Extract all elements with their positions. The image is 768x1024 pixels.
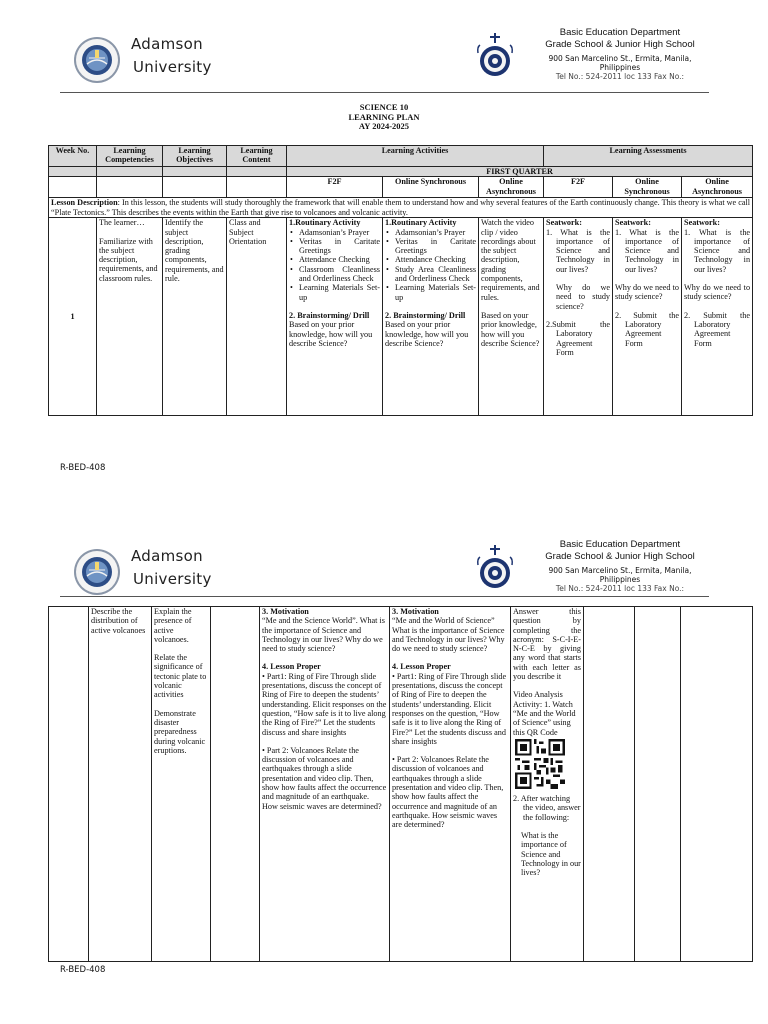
university-name-line1: Adamson: [131, 547, 203, 565]
sync-motivation-text: “Me and the World of Science” What is the importance of Science and Technology in our lives? Why do we need to study science?: [392, 616, 505, 654]
objectives-cell: [152, 607, 211, 962]
f2f-activity-cell: [287, 218, 383, 416]
dept-line2: Grade School & Junior High School: [545, 39, 695, 50]
f2f-brainstorm-text: Based on your prior knowledge, how will you describe Science?: [289, 320, 373, 348]
title-line3: AY 2024-2025: [358, 121, 410, 131]
dept-line2: Grade School & Junior High School: [545, 551, 695, 562]
address-line2: Philippines: [599, 63, 641, 72]
content-cell: [211, 607, 260, 962]
header-activities: Learning Activities: [287, 146, 544, 167]
async-activity-text2: Based on your prior knowledge, how will you describe Science?: [481, 310, 540, 348]
sync-routinary-list: [385, 228, 476, 302]
assess-f2f-cell: [584, 607, 635, 962]
university-name: [131, 33, 212, 79]
week-number: 1: [49, 218, 97, 416]
list-item: • Study Area Cleanliness and Orderliness Check: [385, 265, 476, 284]
header-rule: [60, 92, 709, 93]
lesson-description-text: : In this lesson, the students will study thoroughly the framework that will enable them to understand how and why several features of the Earth continuously change. This theory is what we call “Plate Tectonics.” This describes the events within the Earth that give rise to volcanoes and volcanic activity.: [51, 198, 751, 217]
assess-f2f-q1b: Why do we need to study science?: [556, 283, 611, 311]
assess-sync-q2: 2. Submit the Laboratory Agreement Form: [615, 310, 680, 348]
footer-code: R-BED-408: [60, 965, 106, 975]
assess-sync-cell: [635, 607, 681, 962]
async-activity-text1: Watch the video clip / video recordings about the subject description, grading components, requirements, and rules.: [481, 218, 540, 302]
dept-line1: Basic Education Department: [559, 27, 681, 38]
department-block: [520, 27, 720, 81]
department-block: [520, 539, 720, 593]
sub-assess-sync: Online Synchronous: [613, 177, 682, 198]
f2f-lesson-title: 4. Lesson Proper: [262, 662, 321, 672]
tel-line: Tel No.: 524-2011 loc 133 Fax No.:: [555, 584, 685, 593]
assess-async-title: Seatwork:: [684, 218, 720, 228]
qr-code-icon: [515, 739, 565, 789]
objectives-cell: Identify the subject description, grading components, requirements, and rule.: [163, 218, 227, 416]
assess-async-cell: [682, 218, 753, 416]
f2f-part2: • Part 2: Volcanoes Relate the discussion of volcanoes and earthquakes through a slide presentation and video clip. Then, show how faults affect the occurrence and magnitude of an earthquake. How seismic waves are determined?: [262, 745, 387, 811]
assess-async-q1: 1. What is the importance of Science and Technology in our lives?: [684, 227, 751, 274]
header-rule: [60, 596, 709, 597]
assess-async-q2: 2. Submit the Laboratory Agreement Form: [684, 310, 751, 348]
assess-f2f-q2: 2.Submit the Laboratory Agreement Form: [546, 319, 611, 357]
list-item: • Learning Materials Set-up: [289, 283, 380, 302]
title-line1: SCIENCE 10: [359, 102, 409, 112]
lesson-description: [49, 198, 753, 218]
async-text1: Answer this question by completing the acronym: S-C-I-E-N-C-E by giving any word that starts with each letter as you describe it: [513, 607, 581, 682]
f2f-motivation-text: “Me and the Science World”. What is the importance of Science and Technology in our lives? Why do we need to study science?: [262, 616, 385, 654]
university-name-line2: University: [133, 58, 212, 76]
sub-f2f: F2F: [287, 177, 383, 198]
sync-activity-cell: [383, 218, 479, 416]
list-item: • Learning Materials Set-up: [385, 283, 476, 302]
async-text4: What is the importance of Science and Technology in our lives?: [521, 831, 581, 878]
sync-part2: • Part 2: Volcanoes Relate the discussion of volcanoes and earthquakes through a slide presentation and video clip. Then, show how faults affect the occurrence and magnitude of an earthquake. How seismic waves are determined?: [392, 755, 504, 830]
lesson-description-label: Lesson Description: [51, 198, 118, 208]
f2f-part1: • Part1: Ring of Fire Through slide presentations, discuss the concept of Ring of Fire to deepen the students’ understanding. Elicit responses on the question, “How safe is it to live along the Ring of Fire?” Let the students discuss and share insights: [262, 671, 387, 737]
list-item: • Attendance Checking: [385, 255, 476, 264]
document-page-2: [0, 512, 768, 1024]
quarter-label: FIRST QUARTER: [287, 167, 753, 177]
list-item: • Veritas in Caritate Greetings: [289, 237, 380, 256]
crest-logo: [474, 543, 516, 591]
crest-logo: [474, 31, 516, 79]
objective-1: Explain the presence of active volcanoes.: [154, 607, 192, 644]
list-item: • Attendance Checking: [289, 255, 380, 264]
sync-brainstorm-text: Based on your prior knowledge, how will you describe Science?: [385, 320, 469, 348]
document-title: [0, 103, 768, 132]
university-name-line1: Adamson: [131, 35, 203, 53]
async-text2: Video Analysis Activity: 1. Watch “Me and the World of Science” using this QR Code: [513, 690, 576, 737]
assess-async-cell: [681, 607, 753, 962]
async-activity-cell: [511, 607, 584, 962]
sub-assess-async: Online Asynchronous: [682, 177, 753, 198]
table-row: [49, 607, 753, 962]
header-content: Learning Content: [227, 146, 287, 167]
sub-sync: Online Synchronous: [383, 177, 479, 198]
sub-async: Online Asynchronous: [479, 177, 544, 198]
header-week: Week No.: [49, 146, 97, 167]
learning-plan-table: [48, 145, 753, 416]
f2f-activity-cell: [260, 607, 390, 962]
address-line1: 900 San Marcelino St., Ermita, Manila,: [548, 54, 692, 63]
adamson-seal-logo: [73, 36, 121, 84]
async-activity-cell: [479, 218, 544, 416]
list-item: • Adamsonian’s Prayer: [385, 228, 476, 237]
assess-sync-q1: 1. What is the importance of Science and Technology in our lives?: [615, 227, 680, 274]
sync-activity-cell: [390, 607, 511, 962]
sync-part1: • Part1: Ring of Fire Through slide presentations, discuss the concept of Ring of Fire to deepen the students’ understanding. Elicit responses on the question, “How safe is it to live along the Ring of Fire?” Let the students discuss and share insights: [392, 671, 507, 746]
list-item: • Adamsonian’s Prayer: [289, 228, 380, 237]
university-name: [131, 545, 212, 591]
competency-line1: The learner…: [99, 218, 145, 228]
async-text3: 2. After watching the video, answer the following:: [513, 794, 581, 822]
adamson-seal-logo: [73, 548, 121, 596]
assess-f2f-cell: [544, 218, 613, 416]
sync-brainstorm-title: 2. Brainstorming/ Drill: [385, 310, 466, 320]
dept-line1: Basic Education Department: [559, 539, 681, 550]
learning-plan-table-continued: [48, 606, 753, 962]
list-item: • Classroom Cleanliness and Orderliness Check: [289, 265, 380, 284]
title-line2: LEARNING PLAN: [348, 111, 420, 122]
competency-line2: Familiarize with the subject description, requirements, and classroom rules.: [99, 236, 158, 283]
university-name-line2: University: [133, 570, 212, 588]
assess-sync-q1b: Why do we need to study science?: [615, 283, 680, 302]
f2f-routinary-list: [289, 228, 380, 302]
sub-assess-f2f: F2F: [544, 177, 613, 198]
assess-sync-title: Seatwork:: [615, 218, 651, 228]
objective-3: Demonstrate disaster preparedness during volcanic eruptions.: [154, 708, 206, 755]
assess-sync-cell: [613, 218, 682, 416]
list-item: • Veritas in Caritate Greetings: [385, 237, 476, 256]
f2f-motivation-title: 3. Motivation: [262, 607, 309, 616]
competency-cell: [97, 218, 163, 416]
footer-code: R-BED-408: [60, 463, 106, 473]
sync-motivation-title: 3. Motivation: [392, 607, 439, 616]
assess-f2f-title: Seatwork:: [546, 218, 582, 228]
header-assessments: Learning Assessments: [544, 146, 753, 167]
table-row: [49, 218, 753, 416]
address-line2: Philippines: [599, 575, 641, 584]
competency-cell: Describe the distribution of active volcanoes: [89, 607, 152, 962]
sync-routinary-title: 1.Routinary Activity: [385, 218, 457, 228]
objective-2: Relate the significance of tectonic plate to volcanic activities: [154, 653, 207, 700]
content-cell: Class and Subject Orientation: [227, 218, 287, 416]
f2f-routinary-title: 1.Routinary Activity: [289, 218, 361, 228]
week-cell: [49, 607, 89, 962]
assess-async-q1b: Why do we need to study science?: [684, 283, 751, 302]
address-line1: 900 San Marcelino St., Ermita, Manila,: [548, 566, 692, 575]
tel-line: Tel No.: 524-2011 loc 133 Fax No.:: [555, 72, 685, 81]
sync-lesson-title: 4. Lesson Proper: [392, 662, 451, 672]
header-objectives: Learning Objectives: [163, 146, 227, 167]
assess-f2f-q1: 1. What is the importance of Science and Technology in our lives?: [546, 227, 611, 274]
f2f-brainstorm-title: 2. Brainstorming/ Drill: [289, 310, 370, 320]
header-competencies: Learning Competencies: [97, 146, 163, 167]
